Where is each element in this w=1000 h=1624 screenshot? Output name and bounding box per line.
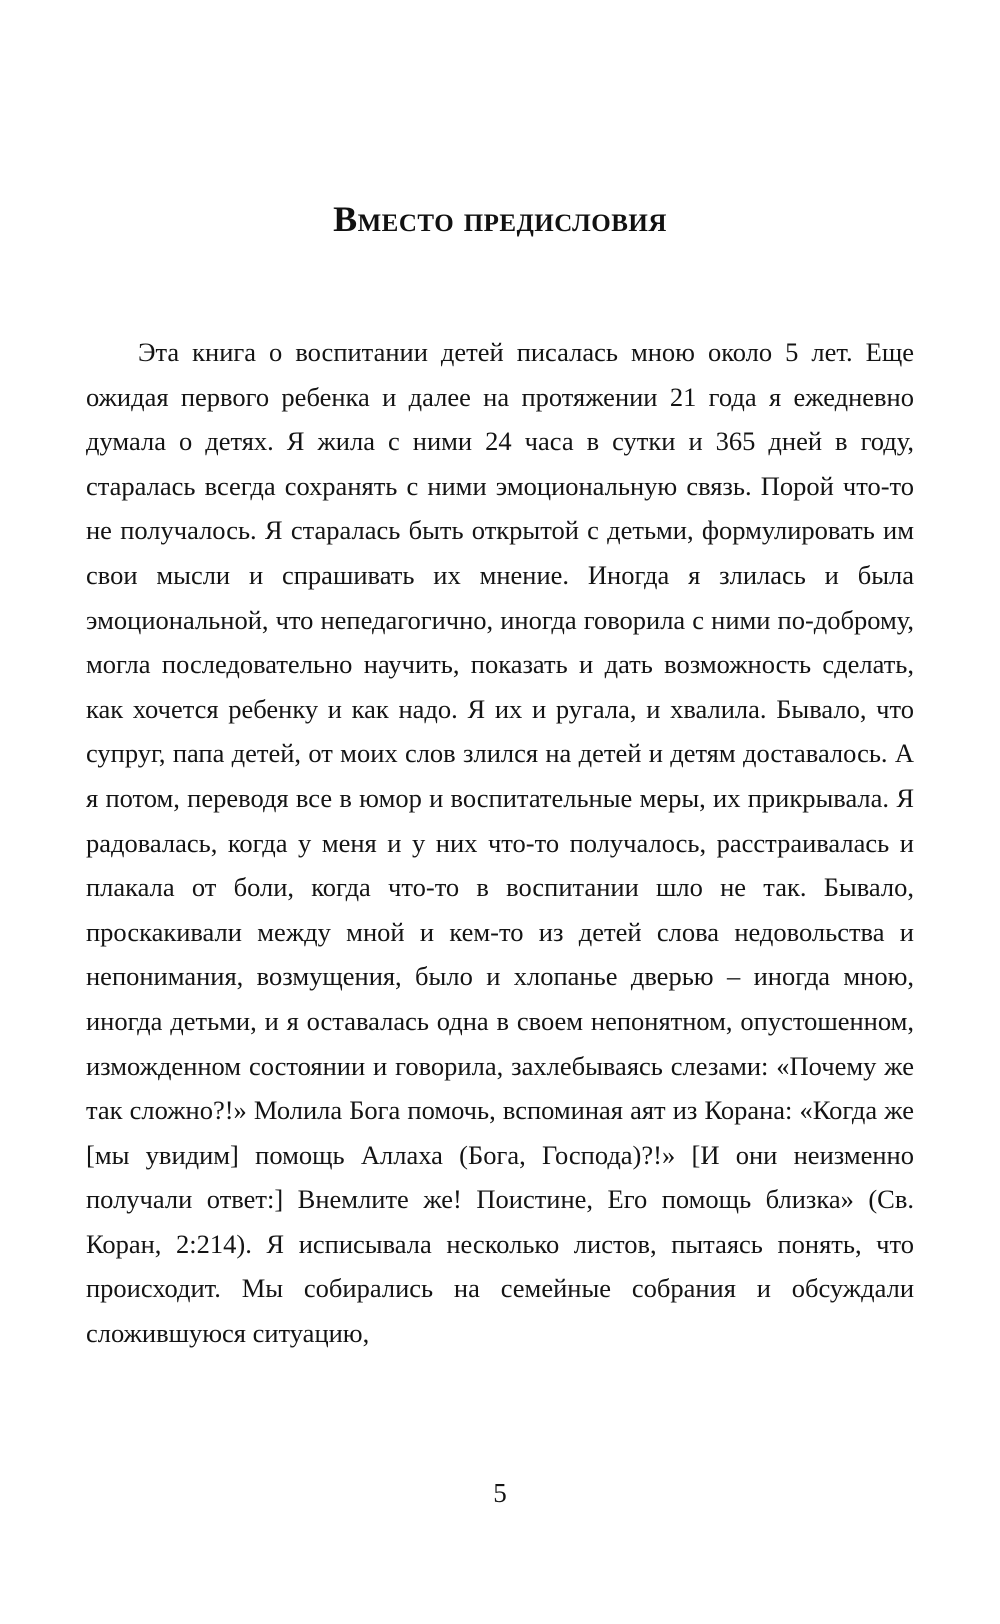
paragraph-1: Эта книга о воспитании детей писалась мною около 5 лет. Еще ожидая первого ребенка и далее на протяжении 21 года я ежедневно думала о детях. Я жила с ними 24 часа в сутки и 365 дней в году, старалась всегда сохранять с ними эмоциональную связь. Порой что-то не получалось. Я старалась быть открытой с детьми, формулировать им свои мысли и спрашивать их мнение. Иногда я злилась и была эмоциональной, что непедагогично, иногда говорила с ними по-доброму, могла последовательно научить, показать и дать возможность сделать, как хочется ребенку и как надо. Я их и ругала, и хвалила. Бывало, что супруг, папа детей, от моих слов злился на детей и детям доставалось. А я потом, переводя все в юмор и воспитательные меры, их прикрывала. Я радовалась, когда у меня и у них что-то получалось, расстраивалась и плакала от боли, когда что-то в воспитании шло не так. Бывало, проскакивали между мной и кем-то из детей слова недовольства и непонимания, возмущения, было и хлопанье дверью – иногда мною, иногда детьми, и я оставалась одна в своем непонятном, опустошенном, изможденном состоянии и говорила, захлебываясь слезами: «Почему же так сложно?!» Молила Бога помочь, вспоминая аят из Корана: «Когда же [мы увидим] помощь Аллаха (Бога, Господа)?!» [И они неизменно получали ответ:] Внемлите же! Поистине, Его помощь близка» (Св. Коран, 2:214). Я исписывала несколько листов, пытаясь понять, что происходит. Мы собирались на семейные собрания и обсуждали сложившуюся ситуацию,	[86, 337, 914, 1349]
body-text-block	[86, 330, 914, 1356]
page-title: Вместо предисловия	[333, 199, 667, 239]
page-number: 5	[493, 1478, 507, 1508]
